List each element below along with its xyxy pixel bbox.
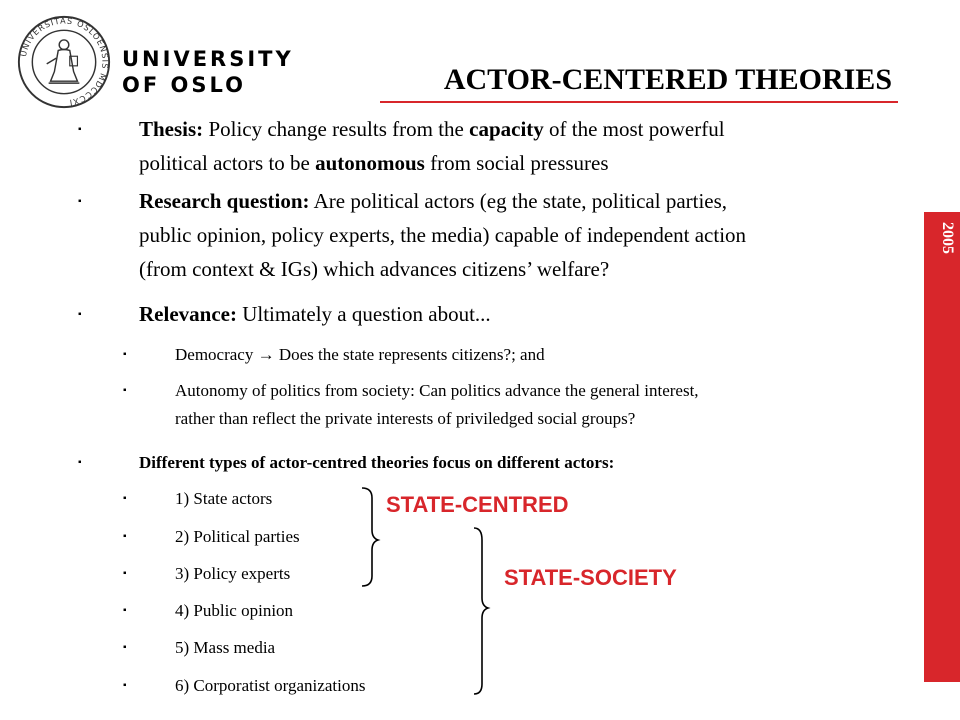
actor-type-item: 1) State actors <box>175 489 273 508</box>
text-run: Ultimately a question about... <box>236 302 491 326</box>
slide-title: ACTOR-CENTERED THEORIES <box>443 63 892 96</box>
state-society-brace <box>474 528 488 694</box>
bold-text: autonomous <box>315 151 425 175</box>
actor-type-item: 6) Corporatist organizations <box>175 676 366 695</box>
bold-text: capacity <box>469 117 544 141</box>
state-centred-label: STATE-CENTRED <box>386 492 569 517</box>
text-run: of the most powerful <box>543 117 725 141</box>
text-run: public opinion, policy experts, the media) capable of independent action <box>139 223 747 247</box>
bullet-marker: ▪ <box>78 196 82 207</box>
sub-bullet-line: Democracy → Does the state represents citizens?; and <box>175 345 545 364</box>
year-label: 2005 <box>939 222 956 254</box>
actor-type-item: 2) Political parties <box>175 527 300 546</box>
text-run: Policy change results from the <box>203 117 470 141</box>
university-name-line1: UNIVERSITY <box>122 47 294 71</box>
bullet-marker: ▪ <box>123 385 127 396</box>
actor-type-item: 4) Public opinion <box>175 601 294 620</box>
bullet-marker: ▪ <box>78 309 82 320</box>
state-society-label: STATE-SOCIETY <box>504 565 677 590</box>
bold-text: Thesis: <box>139 117 204 141</box>
bullet-marker: ▪ <box>123 493 127 504</box>
types-heading: Different types of actor-centred theories focus on different actors: <box>139 453 615 472</box>
actor-type-item: 5) Mass media <box>175 638 276 657</box>
text-run: Are political actors (eg the state, political parties, <box>309 189 728 213</box>
bold-text: Research question: <box>139 189 310 213</box>
bullet-marker: ▪ <box>123 349 127 360</box>
bullet-marker: ▪ <box>123 680 127 691</box>
bullet-marker: ▪ <box>123 568 127 579</box>
text-run: from social pressures <box>424 151 609 175</box>
bold-text: Relevance: <box>139 302 237 326</box>
text-run: political actors to be <box>139 151 316 175</box>
text-run: (from context & IGs) which advances citizens’ welfare? <box>139 257 610 281</box>
bullet-marker: ▪ <box>123 605 127 616</box>
bullet-marker: ▪ <box>123 531 127 542</box>
actor-type-item: 3) Policy experts <box>175 564 291 583</box>
university-name-line2: OF OSLO <box>122 73 246 97</box>
sub-bullet-line: Autonomy of politics from society: Can politics advance the general interest, <box>175 381 699 400</box>
state-centred-brace <box>362 488 378 586</box>
sub-bullet-line: rather than reflect the private interests of priviledged social groups? <box>175 409 636 428</box>
seal-inner-text: UNIVERSITAS OSLOENSIS MDCCCXI <box>17 15 111 109</box>
bullet-marker: ▪ <box>123 642 127 653</box>
bullet-marker: ▪ <box>78 124 82 135</box>
bullet-marker: ▪ <box>78 457 82 468</box>
